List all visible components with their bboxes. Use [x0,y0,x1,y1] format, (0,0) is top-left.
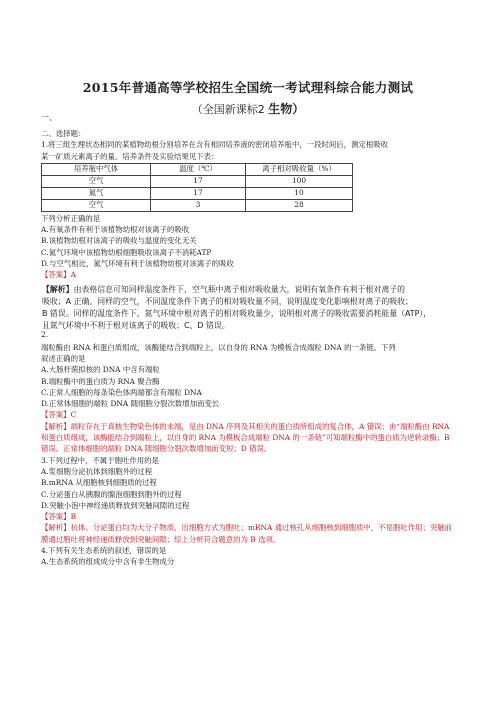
exam-body [41,128,457,568]
q1-option-d: D.与空气相比，氮气环境有利于该植物幼根对该离子的吸收 [41,259,234,269]
page-subtitle [0,100,496,117]
q3-option-c: C.分泌蛋白从胰腺的腺泡细胞到胞外的过程 [41,489,182,499]
table-cell: 17 [151,187,246,199]
question-3 [41,455,457,545]
question-2 [41,329,457,455]
subtitle-subject: 生物） [268,102,305,116]
section-two-heading: 二、选择题： [41,129,86,138]
q4-option-a: A.生态系统的组成成分中含有非生物成分 [41,557,175,567]
question-4 [41,545,457,568]
q1-results-table [41,163,353,212]
q2-number: 2. [41,329,49,339]
table-cell: 3 [151,199,246,211]
q2-stem-line-1: 端粒酶由 RNA 和蛋白质组成，该酶能结合到端粒上，以自身的 RNA 为模板合成端粒 DNA 的一条链。下列 [41,342,396,352]
q3-answer: 【答案】B [41,512,76,522]
page-title: 2015年普通高等学校招生全国统一考试理科综合能力测试 [82,80,414,95]
table-cell: 17 [151,175,246,187]
subtitle-paren: （全国新课标2 [191,103,265,116]
table-header-cell: 温度（℃） [151,163,246,175]
q1-stem-line-1: 1.将三组生理状态相同的某植物幼根分别培养在含有相同培养液的密闭培养瓶中，一段时间后，测定根吸收 [41,140,389,150]
q1-option-a: A.有氧条件有利于该植物幼根对该离子的吸收 [41,225,190,235]
table-cell: 10 [246,187,353,199]
table-row [42,187,353,199]
table-header-row [42,163,353,175]
q1-analysis-line-2: 吸收；A 正确。同样的空气，不同温度条件下离子的相对吸收量不同，说明温度变化影响根对离子的吸收； [42,296,413,306]
q2-option-b: B.端粒酶中的蛋白质为 RNA 聚合酶 [41,376,160,386]
q1-analysis-head: 【解析】 [42,284,74,294]
q1-analysis-line-3: B 错误。同样的温度条件下，氮气环境中根对离子的相对吸收量少，说明根对离子的吸收需要消耗能量（ATP）， [42,308,432,318]
table-cell: 空气 [42,199,151,211]
q1-option-c: C.氮气环境中该植物幼根细胞吸收该离子不消耗ATP [41,247,212,257]
table-cell: 28 [246,199,353,211]
q1-prompt: 下列分析正确的是 [41,213,101,223]
q3-option-a: A.浆细胞分泌抗体到细胞外的过程 [41,466,153,476]
q1-analysis [41,284,457,332]
q3-analysis: 【解析】抗体、分泌蛋白均为大分子物质，出细胞方式为胞吐；mRNA 通过核孔从细胞核到细胞质中，不是胞吐作用；突触前膜通过胞吐将神经递质释放到突触间隙；综上分析符合题意的为 B 选项。 [41,523,453,544]
q1-answer: 【答案】A [41,270,76,280]
q1-analysis-line-1: 由表格信息可知同样温度条件下，空气瓶中离子相对吸收量大，说明有氧条件有利于根对离子的 [73,284,405,294]
table-cell: 空气 [42,175,151,187]
q4-stem: 4.下列有关生态系统的叙述，错误的是 [41,546,167,556]
table-header-cell: 培养瓶中气体 [42,163,151,175]
table-header-cell: 离子相对吸收量（%） [246,163,353,175]
question-1 [41,139,457,331]
table-cell: 100 [246,175,353,187]
q2-stem-line-2: 叙述正确的是 [41,353,86,363]
q2-option-d: D.正常体细胞的端粒 DNA 随细胞分裂次数增加而变长 [41,399,220,409]
q3-option-d: D.突触小泡中神经递质释放到突触间隙的过程 [41,500,190,510]
q2-option-a: A.大肠杆菌拟核的 DNA 中含有端粒 [41,365,160,375]
q1-option-b: B.该植物幼根对该离子的吸收与温度的变化无关 [41,236,197,246]
q1-stem-line-2: 某一矿质元素离子的量。培养条件及实验结果见下表： [41,151,219,161]
table-row [42,175,353,187]
q2-option-c: C.正常人细胞的每条染色体两端都含有端粒 DNA [41,387,202,397]
q1-analysis-line-4: 且氮气环境中不利于根对该离子的吸收；C、D 错误。 [42,320,230,330]
q2-answer: 【答案】C [41,410,77,420]
table-cell: 氮气 [42,187,151,199]
q2-analysis: 【解析】端粒存在于真核生物染色体的末端，是由 DNA 序列及其相关的蛋白质所组成的复合体，A 错误；由“端粒酶由 RNA 和蛋白质组成，该酶能结合到端粒上，以自身的 RNA 为模板合成端粒 DNA 的一条链”可知端粒酶中的蛋白质为逆转录酶；B 错误。正常体细胞的端粒 DNA 随细胞分裂次数增加而变短；D 错误。 [41,421,450,454]
table-row [42,199,353,211]
q3-option-b: B.mRNA 从细胞核到细胞质的过程 [41,478,157,488]
q3-stem: 3.下列过程中，不属于胞吐作用的是 [41,455,159,465]
section-one-heading: 一、 [41,113,57,122]
